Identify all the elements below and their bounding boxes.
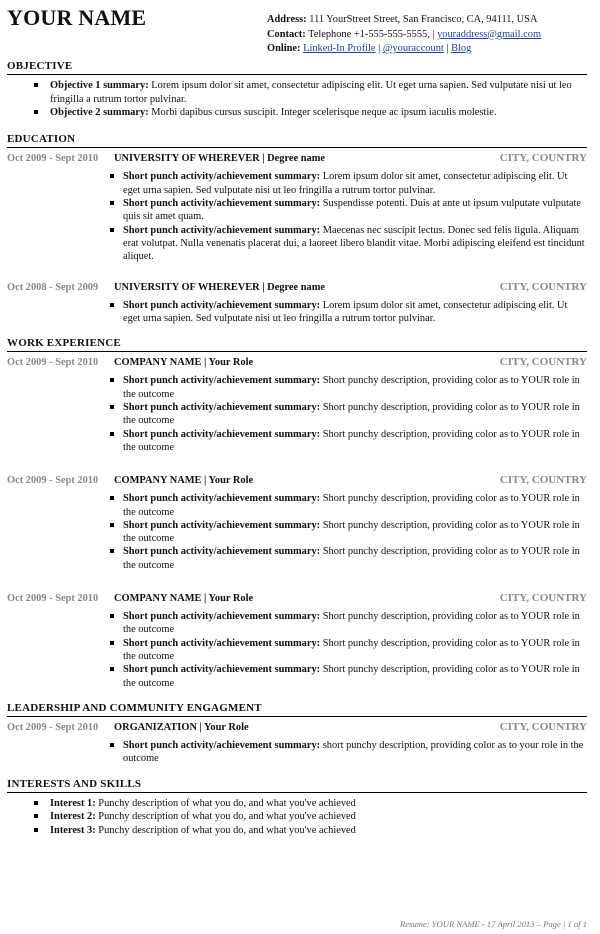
list-item xyxy=(7,170,587,197)
entry-location: CITY, COUNTRY xyxy=(499,592,587,605)
item-label: Objective 2 summary: xyxy=(50,106,149,118)
bullet-icon xyxy=(34,801,38,805)
item-text: Short punchy description, providing color as to YOUR role in the outcome xyxy=(123,611,580,636)
bullet-icon xyxy=(34,814,38,818)
page-footer: Resume: YOUR NAME - 17 April 2013 – Page | 1 of 1 xyxy=(400,919,587,929)
item-label: Short punch activity/achievement summary: xyxy=(123,546,321,558)
objective-section xyxy=(7,60,587,119)
list-item xyxy=(7,299,587,326)
list-item xyxy=(7,797,587,810)
entry-organization: ORGANIZATION | Your Role xyxy=(114,722,249,734)
entry-location: CITY, COUNTRY xyxy=(499,280,587,293)
entry xyxy=(7,474,587,572)
address-value: 111 YourStreet Street, San Francisco, CA, 94111, USA xyxy=(309,14,538,25)
resume-header xyxy=(7,0,587,60)
entry-date: Oct 2009 - Sept 2010 xyxy=(7,593,99,605)
item-text: Short punchy description, providing color as to YOUR role in the outcome xyxy=(123,493,580,518)
item-text: Short punchy description, providing color as to YOUR role in the outcome xyxy=(123,519,580,545)
item-label: Short punch activity/achievement summary: xyxy=(123,224,321,236)
bullet-icon xyxy=(110,523,114,527)
work-entries xyxy=(7,356,587,689)
entry-heading xyxy=(7,592,587,606)
bullet-icon xyxy=(110,432,114,436)
item-text: Morbi dapibus cursus suscipit. Integer scelerisque neque ac ipsum iaculis molestie. xyxy=(151,106,497,118)
bullet-icon xyxy=(34,83,38,87)
resume-page xyxy=(7,0,587,837)
interests-section xyxy=(7,778,587,837)
leadership-entries xyxy=(7,721,587,766)
bullet-icon xyxy=(110,549,114,553)
entry-bullets xyxy=(7,170,587,263)
item-label: Interest 1: xyxy=(50,797,96,809)
online-separator: | xyxy=(446,43,449,55)
item-label: Short punch activity/achievement summary: xyxy=(123,402,321,414)
item-text: Short punchy description, providing color as to YOUR role in the outcome xyxy=(123,375,580,400)
list-item xyxy=(7,610,587,637)
item-label: Short punch activity/achievement summary: xyxy=(123,637,321,649)
bullet-icon xyxy=(110,496,114,500)
list-item xyxy=(7,663,587,690)
bullet-icon xyxy=(110,641,114,645)
candidate-name: YOUR NAME xyxy=(7,5,147,30)
item-label: Short punch activity/achievement summary: xyxy=(123,519,321,531)
entry-heading xyxy=(7,152,587,166)
address-label: Address: xyxy=(267,14,307,25)
item-text: short punchy description, providing color as to your role in the outcome xyxy=(123,740,584,765)
entry-bullets xyxy=(7,492,587,572)
twitter-link[interactable]: @youraccount xyxy=(382,43,444,55)
list-item xyxy=(7,374,587,401)
item-label: Interest 3: xyxy=(50,824,96,836)
linkedin-link[interactable]: Linked-In Profile xyxy=(303,43,376,55)
section-divider xyxy=(7,351,587,352)
email-link[interactable]: youraddress@gmail.com xyxy=(437,28,542,40)
list-item xyxy=(7,637,587,664)
list-item xyxy=(7,106,587,119)
entry-heading xyxy=(7,721,587,735)
bullet-icon xyxy=(110,303,114,307)
item-label: Short punch activity/achievement summary: xyxy=(123,299,321,311)
entry-location: CITY, COUNTRY xyxy=(499,721,587,734)
bullet-icon xyxy=(110,228,114,232)
list-item xyxy=(7,739,587,766)
section-divider xyxy=(7,716,587,717)
entry-heading xyxy=(7,474,587,488)
item-text: Short punchy description, providing color as to YOUR role in the outcome xyxy=(123,428,580,453)
section-divider xyxy=(7,792,587,793)
bullet-icon xyxy=(34,828,38,832)
item-text: Lorem ipsum dolor sit amet, consectetur adipiscing elit. Ut eget urna sapien. Sed vulputate nisi ut leo fringilla a rutrum tortor pulvinar. xyxy=(123,171,568,196)
item-label: Short punch activity/achievement summary: xyxy=(123,611,321,623)
bullet-icon xyxy=(110,743,114,747)
list-item xyxy=(7,197,587,224)
item-label: Short punch activity/achievement summary: xyxy=(123,375,321,387)
entry-organization: UNIVERSITY OF WHEREVER | Degree name xyxy=(114,153,325,165)
entry-heading xyxy=(7,356,587,370)
bullet-icon xyxy=(110,614,114,618)
bullet-icon xyxy=(110,201,114,205)
interests-list xyxy=(7,797,587,837)
online-line xyxy=(267,42,587,57)
list-item xyxy=(7,401,587,428)
item-label: Short punch activity/achievement summary: xyxy=(123,740,321,752)
item-text: Short punchy description, providing color as to YOUR role in the outcome xyxy=(123,546,580,571)
entry-organization: COMPANY NAME | Your Role xyxy=(114,357,254,369)
leadership-section xyxy=(7,702,587,766)
section-title: OBJECTIVE xyxy=(7,60,73,72)
entry-heading xyxy=(7,281,587,295)
section-title: LEADERSHIP AND COMMUNITY ENGAGMENT xyxy=(7,701,262,714)
bullet-icon xyxy=(34,110,38,114)
entry-bullets xyxy=(7,610,587,690)
item-text: Punchy description of what you do, and what you've achieved xyxy=(98,811,356,823)
item-label: Interest 2: xyxy=(50,811,96,823)
entry xyxy=(7,152,587,263)
item-text: Short punchy description, providing color as to YOUR role in the outcome xyxy=(123,402,580,427)
section-title: EDUCATION xyxy=(7,133,76,146)
list-item xyxy=(7,224,587,264)
list-item xyxy=(7,824,587,837)
list-item xyxy=(7,519,587,546)
entry-bullets xyxy=(7,299,587,326)
address-line xyxy=(267,13,587,28)
entry xyxy=(7,356,587,454)
entry-organization: UNIVERSITY OF WHEREVER | Degree name xyxy=(114,281,325,293)
item-text: Maecenas nec suscipit lectus. Donec sed felis ligula. Aliquam erat volutpat. Nulla venenatis placerat dui, a laoreet libero blandit vitae. Morbi adipiscing eleifend est tincidunt aliquet. xyxy=(123,224,585,263)
entry-date: Oct 2009 - Sept 2010 xyxy=(7,357,99,369)
list-item xyxy=(7,428,587,455)
item-text: Suspendisse potenti. Duis at ante ut ipsum vulputate vulputate quis sit amet quam. xyxy=(123,198,582,223)
item-label: Short punch activity/achievement summary: xyxy=(123,171,321,183)
entry-date: Oct 2009 - Sept 2010 xyxy=(7,153,99,165)
online-separator: | xyxy=(378,43,381,55)
section-divider xyxy=(7,74,587,75)
item-text: Lorem ipsum dolor sit amet, consectetur adipiscing elit. Ut eget urna sapien. Sed vulputate nisi ut leo fringilla a rutrum tortor pulvinar. xyxy=(50,80,572,105)
list-item xyxy=(7,492,587,519)
item-text: Short punchy description, providing color as to YOUR role in the outcome xyxy=(123,637,580,662)
entry-organization: COMPANY NAME | Your Role xyxy=(114,593,254,605)
item-label: Short punch activity/achievement summary: xyxy=(123,428,321,440)
bullet-icon xyxy=(110,174,114,178)
item-text: Short punchy description, providing color as to YOUR role in the outcome xyxy=(123,664,580,689)
online-label: Online: xyxy=(267,43,301,55)
section-title: WORK EXPERIENCE xyxy=(7,337,121,350)
entry xyxy=(7,281,587,326)
education-section xyxy=(7,133,587,325)
entry xyxy=(7,721,587,766)
item-label: Objective 1 summary: xyxy=(50,80,149,92)
entry-location: CITY, COUNTRY xyxy=(499,152,587,165)
entry-location: CITY, COUNTRY xyxy=(499,474,587,487)
entry-bullets xyxy=(7,739,587,766)
item-label: Short punch activity/achievement summary: xyxy=(123,664,321,676)
item-label: Short punch activity/achievement summary: xyxy=(123,493,321,505)
entry-organization: COMPANY NAME | Your Role xyxy=(114,475,254,487)
bullet-icon xyxy=(110,405,114,409)
contact-value: Telephone +1-555-555-5555, | xyxy=(308,28,435,40)
section-title: INTERESTS AND SKILLS xyxy=(7,777,142,790)
entry-date: Oct 2009 - Sept 2010 xyxy=(7,475,99,487)
item-text: Lorem ipsum dolor sit amet, consectetur adipiscing elit. Ut eget urna sapien. Sed vulputate nisi ut leo fringilla a rutrum tortor pulvinar. xyxy=(123,299,568,324)
bullet-icon xyxy=(110,667,114,671)
list-item xyxy=(7,79,587,106)
work-section xyxy=(7,337,587,690)
item-text: Punchy description of what you do, and what you've achieved xyxy=(98,824,356,836)
list-item xyxy=(7,810,587,823)
objective-list xyxy=(7,79,587,119)
contact-label: Contact: xyxy=(267,28,306,40)
section-divider xyxy=(7,147,587,148)
item-text: Punchy description of what you do, and what you've achieved xyxy=(98,797,356,809)
entry-date: Oct 2009 - Sept 2010 xyxy=(7,722,99,734)
blog-link[interactable]: Blog xyxy=(451,43,472,55)
item-label: Short punch activity/achievement summary: xyxy=(123,198,321,210)
contact-block xyxy=(267,13,587,57)
entry-bullets xyxy=(7,374,587,454)
entry-location: CITY, COUNTRY xyxy=(499,356,587,369)
list-item xyxy=(7,545,587,572)
bullet-icon xyxy=(110,378,114,382)
entry-date: Oct 2008 - Sept 2009 xyxy=(7,281,99,293)
contact-line xyxy=(267,28,587,43)
education-entries xyxy=(7,152,587,325)
entry xyxy=(7,592,587,690)
